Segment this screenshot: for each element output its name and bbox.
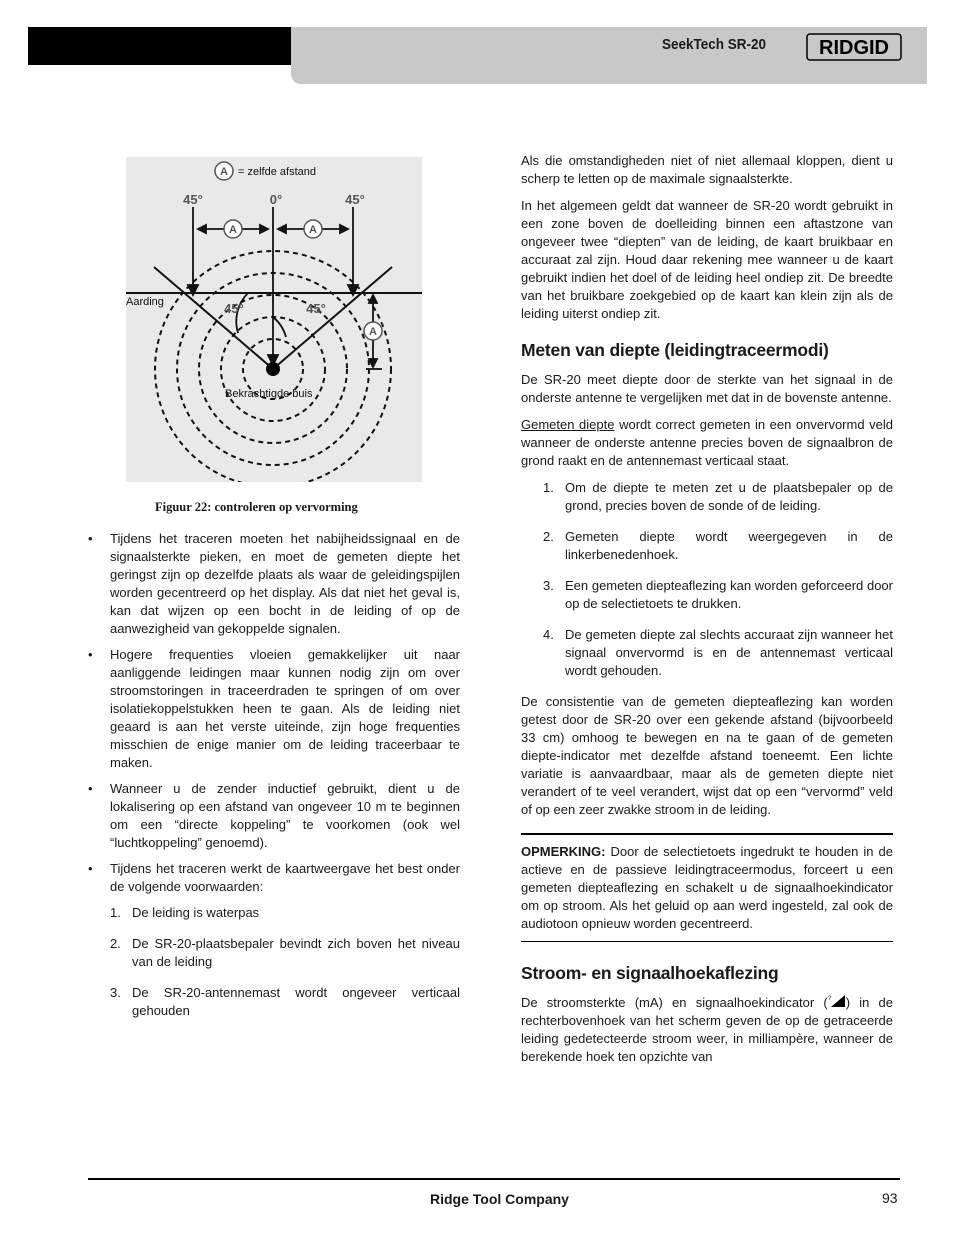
numbered-step: 1. Om de diepte te meten zet u de plaatsbepaler op de grond, precies boven de sonde of de leiding. xyxy=(543,480,893,513)
numbered-step: 4. De gemeten diepte zal slechts accuraat zijn wanneer het signaal onvervormd is en de antennemast verticaal wordt gehouden. xyxy=(543,627,893,678)
sub-list-item: 2. De SR-20-plaatsbepaler bevindt zich boven het niveau van de leiding xyxy=(110,936,460,969)
pipe-label: Bekrachtigde buis xyxy=(225,388,313,400)
svg-text:RIDGID: RIDGID xyxy=(819,37,889,59)
bullet-item: • Tijdens het traceren moeten het nabijheidssignaal en de signaalsterkte pieken, en moet de gemeten diepte het geringst zijn op dezelfde plaats als waar de geleidingspijlen worden gecentreerd op het display. Als dat niet het geval is, kan dat wijzen op een bocht in de leiding of op de aanwezigheid van gekoppelde signalen. xyxy=(88,531,460,636)
bullet-item: • Wanneer u de zender inductief gebruikt, dient u de lokalisering op een afstand van ongeveer 10 m te beginnen om een “directe koppeling” te voorkomen (ook wel “luchtkoppeling” genoemd). xyxy=(88,781,460,850)
distance-a-depth: A xyxy=(369,326,377,338)
distance-a-right: A xyxy=(309,224,317,236)
paragraph: De consistentie van de gemeten diepteaflezing kan worden getest door de SR-20 over een gekende afstand (bijvoorbeeld 33 cm) omhoog te bewegen en na te gaan of de gemeten diepte-indicator met dezelfde afstand toeneemt. Een lichte variatie is aanvaardbaar, maar als de gemeten diepte niet verandert of te veel verandert, wijst dat op een “vervormd” veld of op een zeer zwakke stroom in de leiding. xyxy=(521,694,893,817)
paragraph: De stroomsterkte (mA) en signaalhoekindicator ( ? ) in de rechterbovenhoek van het scherm geven de op de getraceerde leiding gedetecteerde stroom weer, in milliampère, wanneer de berekende hoek ten opzichte van xyxy=(521,995,893,1064)
note-label: OPMERKING: xyxy=(521,844,606,859)
paragraph: Gemeten diepte wordt correct gemeten in een onvervormd veld wanneer de onderste antenne precies boven de signaalbron de grond raakt en de antennemast verticaal staat. xyxy=(521,417,893,468)
paragraph: Als die omstandigheden niet of niet allemaal kloppen, dient u scherp te letten op de maximale signaalsterkte. xyxy=(521,153,893,186)
paragraph: De SR-20 meet diepte door de sterkte van het signaal in de onderste antenne te vergelijken met dat in de bovenste antenne. xyxy=(521,372,893,405)
figure-caption: Figuur 22: controleren op vervorming xyxy=(155,500,358,514)
header-title: SeekTech SR-20 xyxy=(662,36,767,53)
angle-center-label: 0° xyxy=(269,192,283,207)
sub-list-item: 1. De leiding is waterpas xyxy=(110,905,260,920)
left-column xyxy=(88,530,460,1033)
svg-text:?: ? xyxy=(827,996,832,1002)
footer-company: Ridge Tool Company xyxy=(430,1191,569,1207)
distortion-figure xyxy=(126,157,422,482)
numbered-step: 2. Gemeten diepte wordt weergegeven in de linkerbenedenhoek. xyxy=(543,529,893,562)
inner-angle-left: 45° xyxy=(224,301,244,316)
signal-angle-icon xyxy=(828,994,846,1008)
distance-a-left: A xyxy=(229,224,237,236)
paragraph: In het algemeen geldt dat wanneer de SR-20 wordt gebruikt in een zone boven de doelleiding binnen een aftastzone van ongeveer twee “diepten” van de leiding, de kaart bruikbaar en accuraat zal zijn. Houd daar rekening mee wanneer u de kaart gebruikt indien het doel of de leiding heel ondiep zit. De breedte van het bruikbare zoekgebied op de kaart kan klein zijn als de leiding uiterst ondiep zit. xyxy=(521,198,893,321)
page-number: 93 xyxy=(882,1190,898,1206)
numbered-step: 3. Een gemeten diepteaflezing kan worden geforceerd door op de selectietoets te drukken. xyxy=(543,578,893,611)
bullet-item: • Tijdens het traceren werkt de kaartweergave het best onder de volgende voorwaarden: xyxy=(88,861,460,894)
right-column xyxy=(521,152,893,1075)
legend-letter: A xyxy=(220,166,228,178)
header-black-bar xyxy=(28,27,292,65)
bullet-item: • Hogere frequenties vloeien gemakkelijker uit naar aanliggende leidingen maar kunnen nodig zijn om over stroomstoringen in traceerdraden te springen of om over isolatiekoppelstukken heen te gaan. Als de leiding niet geaard is aan het verste uiteinde, zijn hoge frequenties misschien de enige manier om de leiding traceerbaar te maken. xyxy=(88,647,460,770)
angle-right-label: 45° xyxy=(345,192,365,207)
section-heading-current: Stroom- en signaalhoekaflezing xyxy=(521,963,779,983)
footer-rule xyxy=(88,1178,900,1180)
ridgid-logo xyxy=(806,33,902,61)
section-heading-depth: Meten van diepte (leidingtraceermodi) xyxy=(521,340,829,360)
inner-angle-right: 45° xyxy=(306,301,326,316)
sub-list-item: 3. De SR-20-antennemast wordt ongeveer verticaal gehouden xyxy=(110,985,460,1018)
measured-depth-term: Gemeten diepte xyxy=(521,417,615,432)
legend-text: = zelfde afstand xyxy=(238,166,316,178)
ground-label: Aarding xyxy=(126,296,164,308)
angle-left-label: 45° xyxy=(183,192,203,207)
note-box: OPMERKING: Door de selectietoets ingedrukt te houden in de actieve en de passieve leidingtraceermodus, forceert u een gemeten diepteaflezing en schakelt u de signaalhoekindicator om op stroom. Als het geluid op aan werd ingesteld, zal ook de audiotoon opnieuw worden gecentreerd. xyxy=(521,833,893,942)
